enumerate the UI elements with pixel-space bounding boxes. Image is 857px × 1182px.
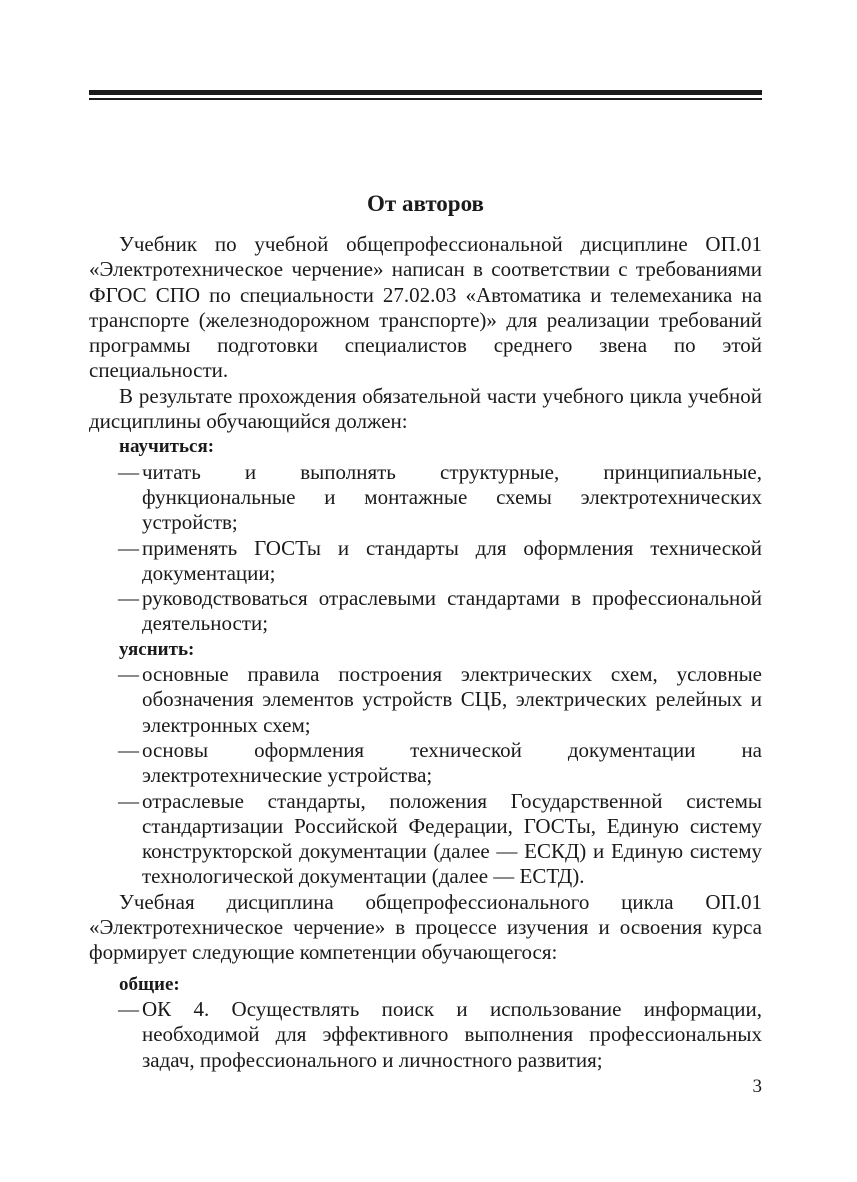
header-rule-thick	[89, 90, 762, 95]
learn-label: научиться:	[119, 436, 215, 458]
list-item-text: читать и выполнять структурные, принципиальные, функциональные и монтажные схемы электротехнических устройств;	[142, 459, 762, 535]
list-item	[89, 738, 762, 789]
dash-bullet: —	[118, 737, 139, 762]
dash-bullet: —	[118, 459, 139, 484]
dash-bullet: —	[118, 662, 139, 687]
list-item-text: применять ГОСТы и стандарты для оформления технической документации;	[142, 535, 762, 585]
body-text	[89, 232, 762, 1073]
list-item	[89, 789, 762, 890]
list-item	[89, 997, 762, 1073]
learn-list	[89, 460, 762, 637]
dash-bullet: —	[118, 788, 139, 813]
general-list	[89, 997, 762, 1073]
list-item	[89, 586, 762, 637]
dash-bullet: —	[118, 586, 139, 611]
header-rule-thin	[89, 98, 762, 100]
dash-bullet: —	[118, 996, 139, 1021]
page-title: От авторов	[367, 191, 484, 216]
list-item-text: отраслевые стандарты, положения Государственной системы стандартизации Российской Федерации, ГОСТы, Единую систему конструкторской документации (далее — ЕСКД) и Единую систему технологической документации (далее — ЕСТД).	[142, 788, 762, 889]
list-item-text: основы оформления технической документации на электротехнические устройства;	[142, 737, 762, 788]
result-paragraph: В результате прохождения обязательной части учебного цикла учебной дисциплины обучающийся должен:	[89, 383, 762, 434]
general-label: общие:	[119, 973, 180, 995]
understand-list	[89, 662, 762, 890]
list-item-text: ОК 4. Осуществлять поиск и использование информации, необходимой для эффективного выполнения профессиональных задач, профессионального и личностного развития;	[142, 996, 762, 1072]
dash-bullet: —	[118, 535, 139, 560]
understand-label: уяснить:	[119, 638, 195, 660]
intro-paragraph: Учебник по учебной общепрофессиональной дисциплине ОП.01 «Электротехническое черчение» написан в соответствии с требованиями ФГОС СПО по специальности 27.02.03 «Автоматика и телемеханика на транспорте (железнодорожном транспорте)» для реализации требований программы подготовки специалистов среднего звена по этой специальности.	[89, 232, 762, 383]
list-item	[89, 536, 762, 587]
list-item	[89, 662, 762, 738]
list-item-text: основные правила построения электрических схем, условные обозначения элементов устройств СЦБ, электрических релейных и электронных схем;	[142, 662, 762, 737]
discipline-paragraph: Учебная дисциплина общепрофессионального цикла ОП.01 «Электротехническое черчение» в процессе изучения и освоения курса формирует следующие компетенции обучающегося:	[89, 889, 762, 965]
list-item	[89, 460, 762, 536]
page-number: 3	[752, 1076, 762, 1097]
list-item-text: руководствоваться отраслевыми стандартами в профессиональной деятельности;	[142, 586, 762, 636]
